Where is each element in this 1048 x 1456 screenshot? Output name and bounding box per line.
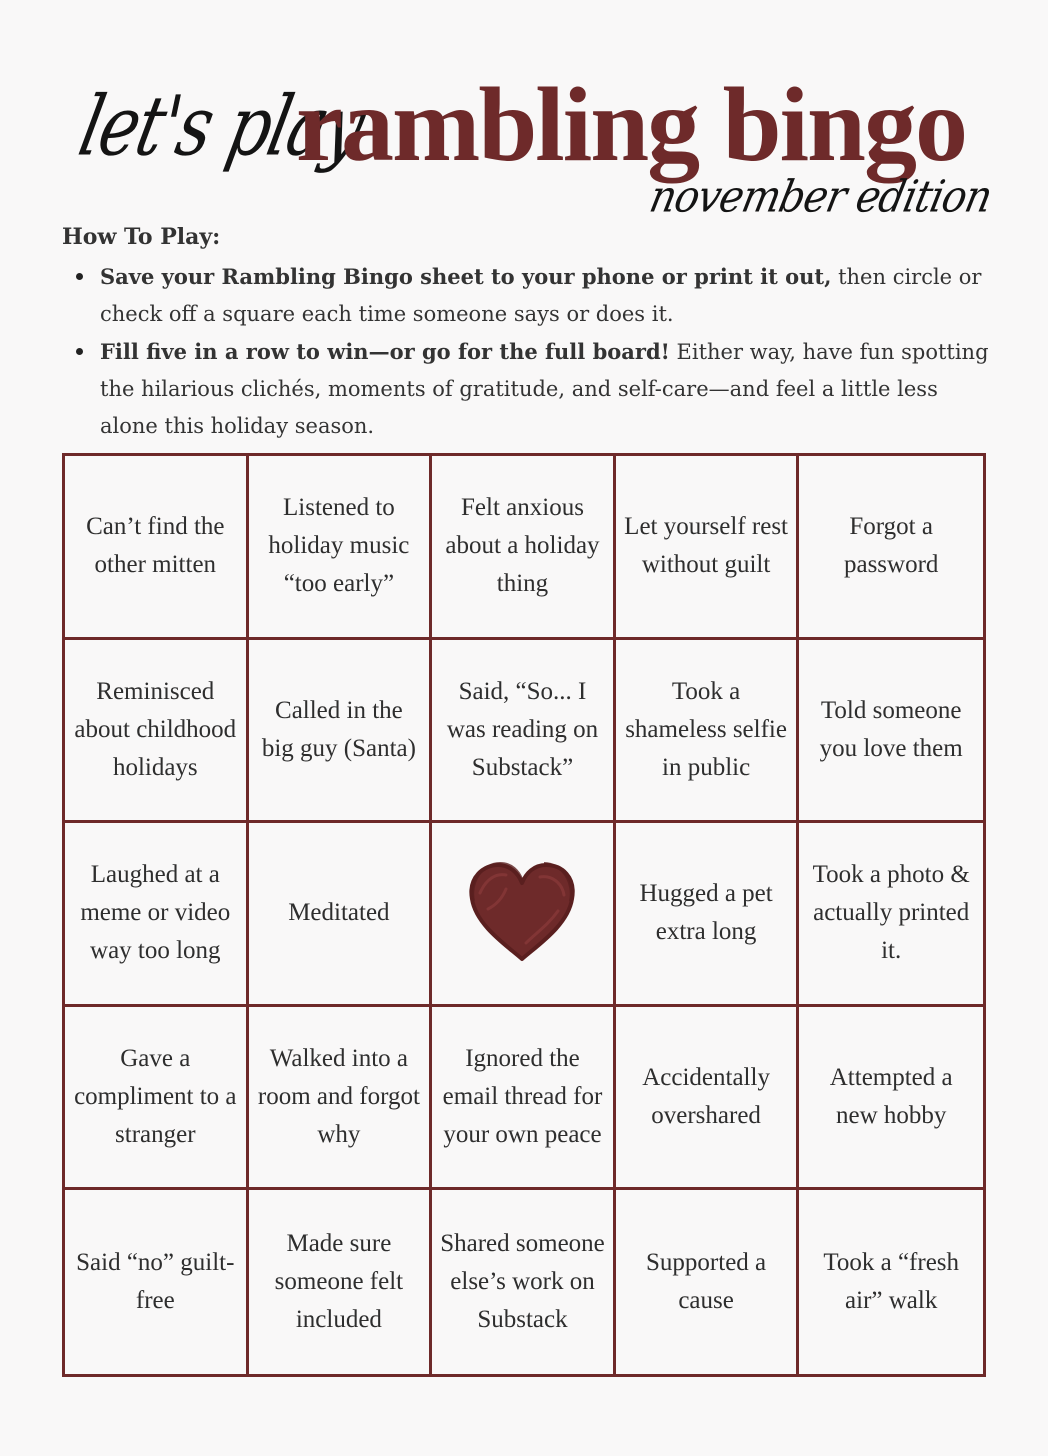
bingo-square[interactable]: Told someone you love them xyxy=(799,640,983,824)
rule-text: then circle or check off a square each time someone says or does it. xyxy=(100,265,982,326)
bingo-square[interactable]: Ignored the email thread for your own peace xyxy=(432,1007,616,1191)
rule-bold-text: Save your Rambling Bingo sheet to your phone or print it out, xyxy=(100,264,832,289)
script-lead-text: let's play xyxy=(71,78,372,175)
bingo-square[interactable]: Meditated xyxy=(249,823,433,1007)
bingo-square[interactable]: Took a “fresh air” walk xyxy=(823,1249,960,1315)
bingo-square[interactable]: Forgot a password xyxy=(799,456,983,640)
edition-subtitle: november edition xyxy=(645,172,996,223)
bingo-square[interactable]: Felt anxious about a holiday thing xyxy=(432,456,616,640)
bingo-square[interactable]: Took a photo & actually printed it. xyxy=(799,823,983,1007)
bingo-square[interactable]: Said, “So... I was reading on Substack” xyxy=(432,640,616,824)
bingo-square[interactable]: Laughed at a meme or video way too long xyxy=(65,823,249,1007)
bingo-square[interactable]: Accidentally overshared xyxy=(616,1007,800,1191)
bingo-square[interactable]: Made sure someone felt included xyxy=(249,1190,433,1374)
rule-text: Either way, have fun spotting the hilarious clichés, moments of gratitude, and self-care—and feel a little less alone this holiday season. xyxy=(100,340,989,438)
rule-item xyxy=(62,258,992,333)
bingo-square[interactable]: Let yourself rest without guilt xyxy=(616,456,800,640)
bingo-square[interactable]: Attempted a new hobby xyxy=(799,1007,983,1191)
header xyxy=(0,0,1048,240)
bingo-square[interactable]: Shared someone else’s work on Substack xyxy=(432,1190,616,1374)
bingo-square[interactable]: Supported a cause xyxy=(616,1190,800,1374)
bingo-square[interactable]: Listened to holiday music “too early” xyxy=(249,456,433,640)
bingo-square[interactable]: Walked into a room and forgot why xyxy=(249,1007,433,1191)
page-title: rambling bingo xyxy=(296,66,967,183)
rule-item xyxy=(62,333,992,445)
bingo-square[interactable]: Reminisced about childhood holidays xyxy=(65,640,249,824)
heart-icon xyxy=(466,859,578,967)
bingo-board xyxy=(62,453,986,1377)
how-to-play-heading: How To Play: xyxy=(62,224,221,250)
bingo-square[interactable]: Hugged a pet extra long xyxy=(616,823,800,1007)
bingo-square[interactable]: Can’t find the other mitten xyxy=(65,456,249,640)
rule-bold-text: Fill five in a row to win—or go for the full board! xyxy=(100,339,670,364)
bingo-square[interactable]: Gave a compliment to a stranger xyxy=(65,1007,249,1191)
bingo-square[interactable]: Said “no” guilt-free xyxy=(65,1190,249,1374)
rules-list xyxy=(62,258,992,445)
free-space-square[interactable] xyxy=(432,823,616,1007)
bingo-square[interactable]: Took a shameless selfie in public xyxy=(616,640,800,824)
bingo-square[interactable]: Called in the big guy (Santa) xyxy=(249,640,433,824)
